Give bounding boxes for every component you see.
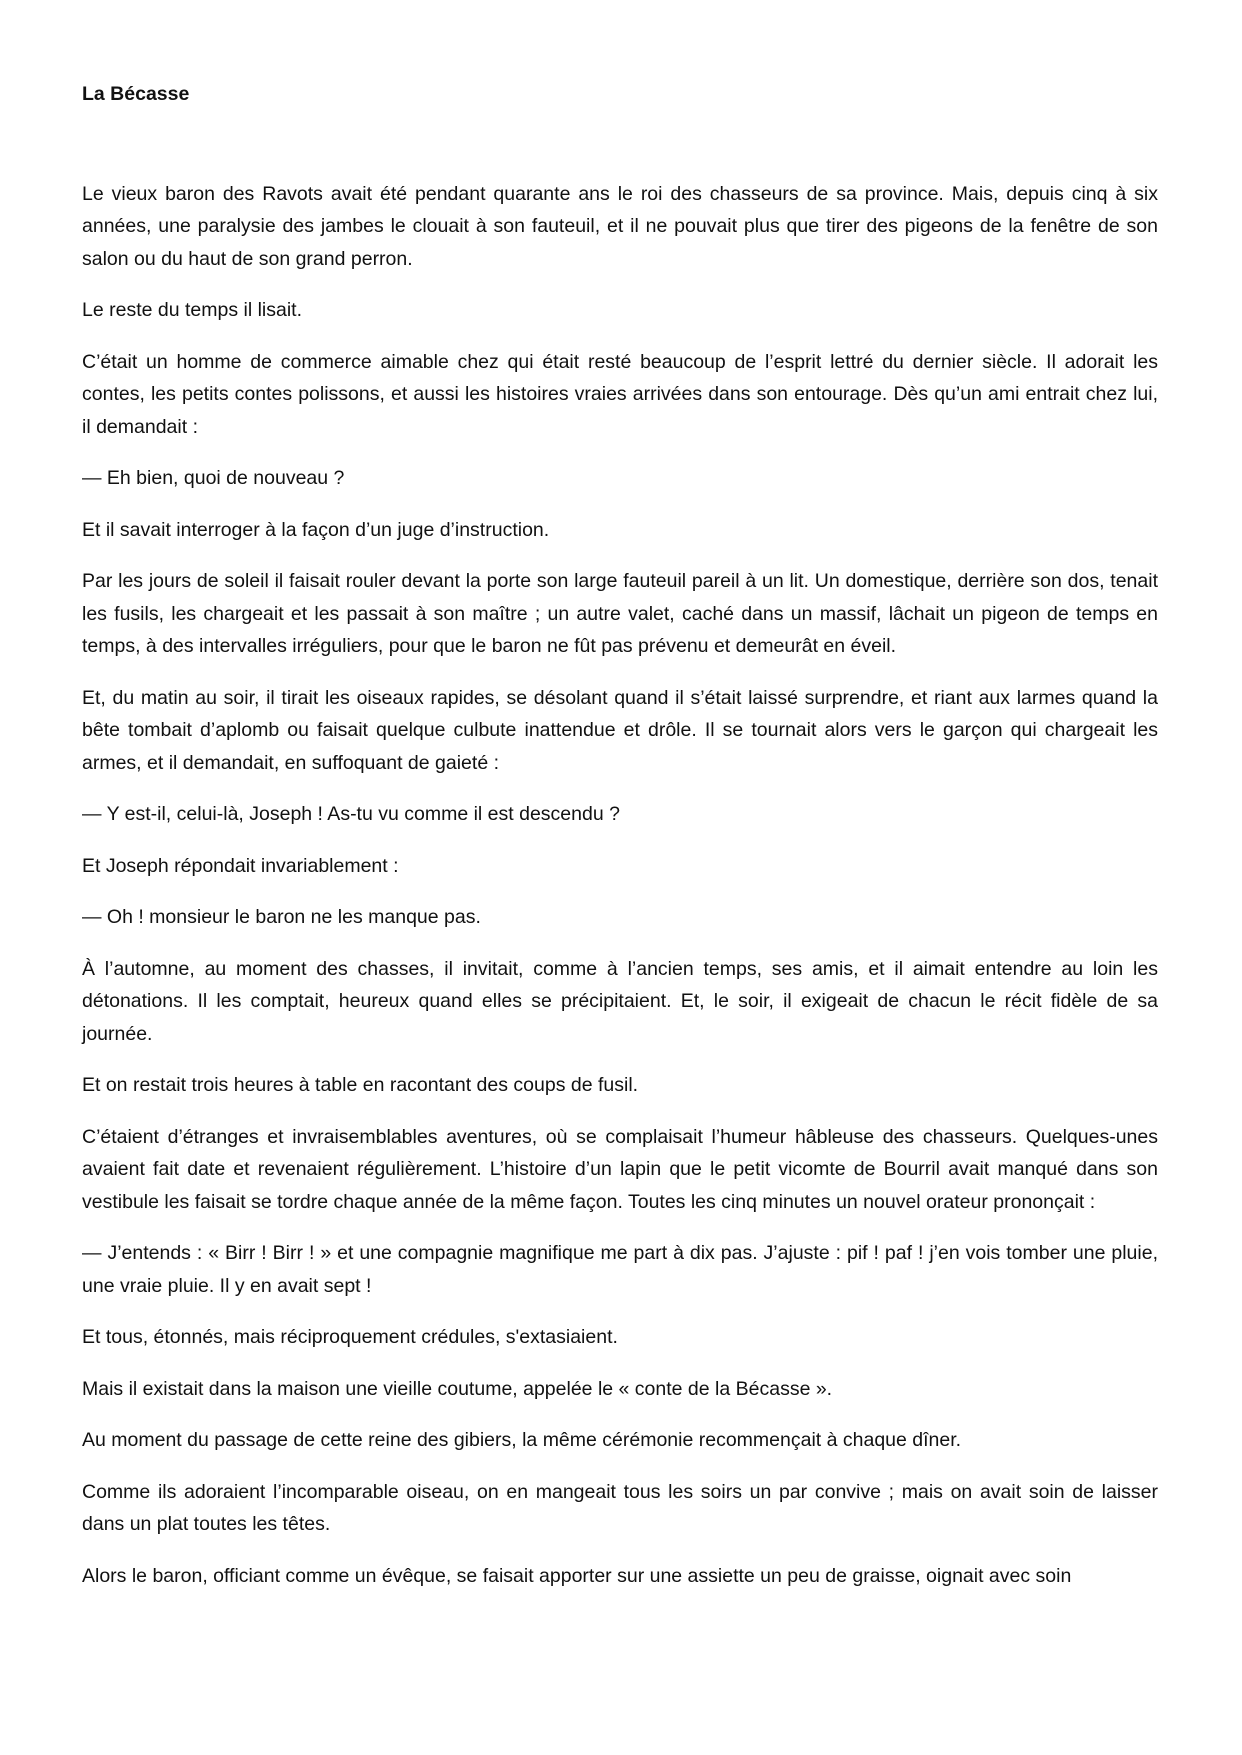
paragraph: Le vieux baron des Ravots avait été pendant quarante ans le roi des chasseurs de sa province. Mais, depuis cinq à six années, une paralysie des jambes le clouait à son fauteuil, et il ne pouvait plus que tirer des pigeons de la fenêtre de son salon ou du haut de son grand perron.: [82, 182, 1158, 270]
paragraph: C’étaient d’étranges et invraisemblables aventures, où se complaisait l’humeur hâbleuse des chasseurs. Quelques-unes avaient fait date et revenaient régulièrement. L’histoire d’un lapin que le petit vicomte de Bourril avait manqué dans son vestibule les faisait se tordre chaque année de la même façon. Toutes les cinq minutes un nouvel orateur prononçait :: [82, 1125, 1158, 1213]
document-title: La Bécasse: [82, 83, 190, 105]
paragraph: Et tous, étonnés, mais réciproquement crédules, s'extasiaient.: [82, 1326, 618, 1348]
paragraph: Au moment du passage de cette reine des gibiers, la même cérémonie recommençait à chaque dîner.: [82, 1429, 962, 1451]
paragraph: Alors le baron, officiant comme un évêque, se faisait apporter sur une assiette un peu de graisse, oignait avec soin: [82, 1564, 1072, 1587]
paragraph: Et on restait trois heures à table en racontant des coups de fusil.: [82, 1074, 639, 1096]
paragraph: — J’entends : « Birr ! Birr ! » et une compagnie magnifique me part à dix pas. J’ajuste : pif ! paf ! j’en vois tomber une pluie, une vraie pluie. Il y en avait sept !: [82, 1242, 1158, 1297]
paragraph: Le reste du temps il lisait.: [82, 299, 303, 321]
paragraph: Et il savait interroger à la façon d’un juge d’instruction.: [82, 518, 550, 541]
paragraph: Par les jours de soleil il faisait rouler devant la porte son large fauteuil pareil à un lit. Un domestique, derrière son dos, tenait les fusils, les chargeait et les passait à son maître ; un autre valet, caché dans un massif, lâchait un pigeon de temps en temps, à des intervalles irréguliers, pour que le baron ne fût pas prévenu et demeurât en éveil.: [82, 570, 1158, 657]
paragraph: À l’automne, au moment des chasses, il invitait, comme à l’ancien temps, ses amis, et il aimait entendre au loin les détonations. Il les comptait, heureux quand elles se précipitaient. Et, le soir, il exigeait de chacun le récit fidèle de sa journée.: [82, 957, 1158, 1045]
paragraph: Et, du matin au soir, il tirait les oiseaux rapides, se désolant quand il s’était laissé surprendre, et riant aux larmes quand la bête tombait d’aplomb ou faisait quelque culbute inattendue et drôle. Il se tournait alors vers le garçon qui chargeait les armes, et il demandait, en suffoquant de gaieté :: [82, 686, 1158, 774]
document-body: [82, 178, 1158, 1593]
paragraph: — Eh bien, quoi de nouveau ?: [82, 467, 345, 489]
paragraph: Et Joseph répondait invariablement :: [82, 854, 399, 877]
paragraph: — Y est-il, celui-là, Joseph ! As-tu vu comme il est descendu ?: [82, 803, 620, 825]
paragraph: C’était un homme de commerce aimable chez qui était resté beaucoup de l’esprit lettré du dernier siècle. Il adorait les contes, les petits contes polissons, et aussi les histoires vraies arrivées dans son entourage. Dès qu’un ami entrait chez lui, il demandait :: [82, 350, 1158, 438]
paragraph: — Oh ! monsieur le baron ne les manque pas.: [82, 906, 481, 928]
document-page: [82, 78, 1158, 1611]
paragraph: Mais il existait dans la maison une vieille coutume, appelée le « conte de la Bécasse ».: [82, 1377, 833, 1400]
paragraph: Comme ils adoraient l’incomparable oiseau, on en mangeait tous les soirs un par convive ; mais on avait soin de laisser dans un plat toutes les têtes.: [82, 1480, 1158, 1535]
